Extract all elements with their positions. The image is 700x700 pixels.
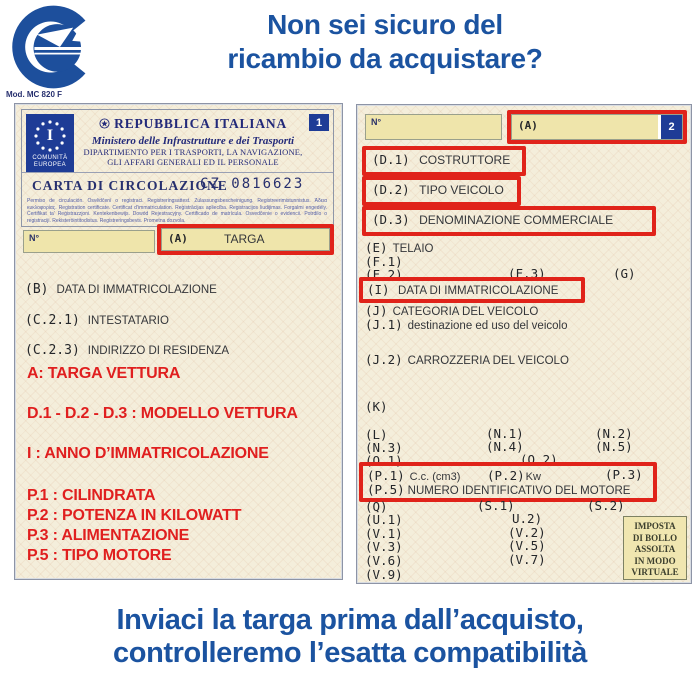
- targa-field-highlight: [157, 224, 334, 255]
- page-number-badge-1: 1: [309, 114, 329, 131]
- document-header: [21, 109, 334, 227]
- targa-label: TARGA: [224, 232, 265, 246]
- field-row: (C.2.3) INDIRIZZO DI RESIDENZA: [25, 343, 229, 358]
- denominazione-highlight: (D.3) DENOMINAZIONE COMMERCIALE: [362, 206, 656, 236]
- ministry-title: Ministero delle Infrastrutture e dei Trasporti: [91, 135, 295, 147]
- note-modello: D.1 - D.2 - D.3 : MODELLO VETTURA: [27, 405, 298, 422]
- footer-message: [0, 604, 700, 670]
- row-o1-o2: (O.1) (O.2): [365, 452, 558, 468]
- eu-community-emblem: [26, 114, 74, 172]
- brand-logo-icon: [8, 0, 96, 94]
- row-n3-n4-n5: (N.3) (N.4) (N.5): [365, 439, 633, 455]
- row-e: (E) TELAIO: [365, 240, 434, 255]
- field-row: (B) DATA DI IMMATRICOLAZIONE: [25, 282, 217, 297]
- note-tipo-motore: P.5 : TIPO MOTORE: [27, 547, 172, 564]
- country-title: REPUBBLICA ITALIANA: [78, 116, 308, 132]
- header-divider: [22, 172, 333, 173]
- row-v6-v7: (V.6) (V.7): [365, 552, 546, 568]
- page-title-line1: Non sei sicuro del: [267, 9, 503, 40]
- field-row: (C.2.1) INTESTATARIO: [25, 313, 169, 328]
- page-title: [150, 8, 620, 76]
- header-titles: [78, 116, 308, 167]
- eu-country-symbol: I: [46, 127, 54, 144]
- footer-line2: controlleremo l’esatta compatibilità: [113, 637, 587, 669]
- registration-card-page2: [356, 104, 692, 584]
- row-v3-v5: (V.3) (V.5): [365, 538, 546, 554]
- note-anno: I : ANNO D’IMMATRICOLAZIONE: [27, 445, 269, 462]
- department-line2: GLI AFFARI GENERALI ED IL PERSONALE: [107, 157, 279, 167]
- registration-card-page1: [14, 103, 343, 580]
- row-u1-u2: (U.1) U.2): [365, 511, 543, 527]
- row-f1: (F.1): [365, 254, 403, 269]
- row-p5: (P.5) NUMERO IDENTIFICATIVO DEL MOTORE: [367, 482, 631, 497]
- data-immatricolazione-highlight: (I) DATA DI IMMATRICOLAZIONE: [359, 277, 585, 303]
- note-cilindrata: P.1 : CILINDRATA: [27, 487, 156, 504]
- footer-line1: Inviaci la targa prima dall’acquisto,: [116, 604, 584, 636]
- tipo-veicolo-highlight: (D.2) TIPO VEICOLO: [362, 176, 521, 206]
- note-alimentazione: P.3 : ALIMENTAZIONE: [27, 527, 190, 544]
- row-v9: (V.9): [365, 567, 403, 582]
- motore-highlight: [359, 462, 657, 502]
- document-title: CARTA DI CIRCOLAZIONE: [32, 178, 228, 193]
- row-l-n1-n2: (L) (N.1) (N.2): [365, 426, 633, 442]
- targa-field-highlight: [507, 110, 687, 144]
- document-serial: CZ 0816623: [200, 176, 305, 192]
- row-v1-v2: (V.1) (V.2): [365, 525, 546, 541]
- eu-community-label: COMUNITÀ EUROPEA: [32, 155, 68, 168]
- multilingual-text: Permiso de circulación. Osvědčení o registraci. Registreringsattest. Zulassungsbescheinigung. Registreerimistunnistus. Άδεια κυκλοφορίας. Registration certificate. Certificat d’immatriculation. Reģistrācijas apliecība. Registracijos liudijimas. Forgalmi engedély. Ċertifikat ta’ Reġistrazzjoni. Kentekenbewijs. Dowód Rejestracyjny. Certificado de matrícula. Osvedčenie o evidencii. Potrdilo o registraciji. Rekisteröintitodistus. Registreringsbevis. Prometna dozvola.: [27, 198, 327, 224]
- note-targa: A: TARGA VETTURA: [27, 365, 181, 382]
- italy-emblem-icon: [99, 118, 110, 129]
- form-model-label: Mod. MC 820 F: [6, 90, 63, 99]
- row-q-s1-s2: (Q) (S.1) (S.2): [365, 498, 625, 514]
- note-potenza: P.2 : POTENZA IN KILOWATT: [27, 507, 242, 524]
- department-line1: DIPARTIMENTO PER I TRASPORTI, LA NAVIGAZIONE,: [83, 147, 303, 157]
- costruttore-highlight: (D.1) COSTRUTTORE: [362, 146, 526, 176]
- registration-number-field: N°: [23, 230, 155, 253]
- row-k: (K): [365, 399, 388, 414]
- page-number-badge-2: 2: [658, 115, 682, 139]
- row-f2-f3-g: (F.2) (F.3) (G): [365, 266, 636, 282]
- field-code-a: (A): [168, 232, 188, 245]
- row-j1: (J.1) destinazione ed uso del veicolo: [365, 317, 568, 332]
- page-title-line2: ricambio da acquistare?: [227, 43, 543, 74]
- registration-number-field: N°: [365, 114, 502, 140]
- row-p1-p2-p3: (P.1) C.c. (cm3) (P.2)Kw (P.3): [367, 467, 643, 483]
- field-code-a: (A): [518, 119, 538, 132]
- row-j: (J) CATEGORIA DEL VEICOLO: [365, 303, 539, 318]
- bollo-stamp: IMPOSTA DI BOLLO ASSOLTA IN MODO VIRTUALE: [623, 516, 687, 580]
- row-j2: (J.2) CARROZZERIA DEL VEICOLO: [365, 352, 569, 367]
